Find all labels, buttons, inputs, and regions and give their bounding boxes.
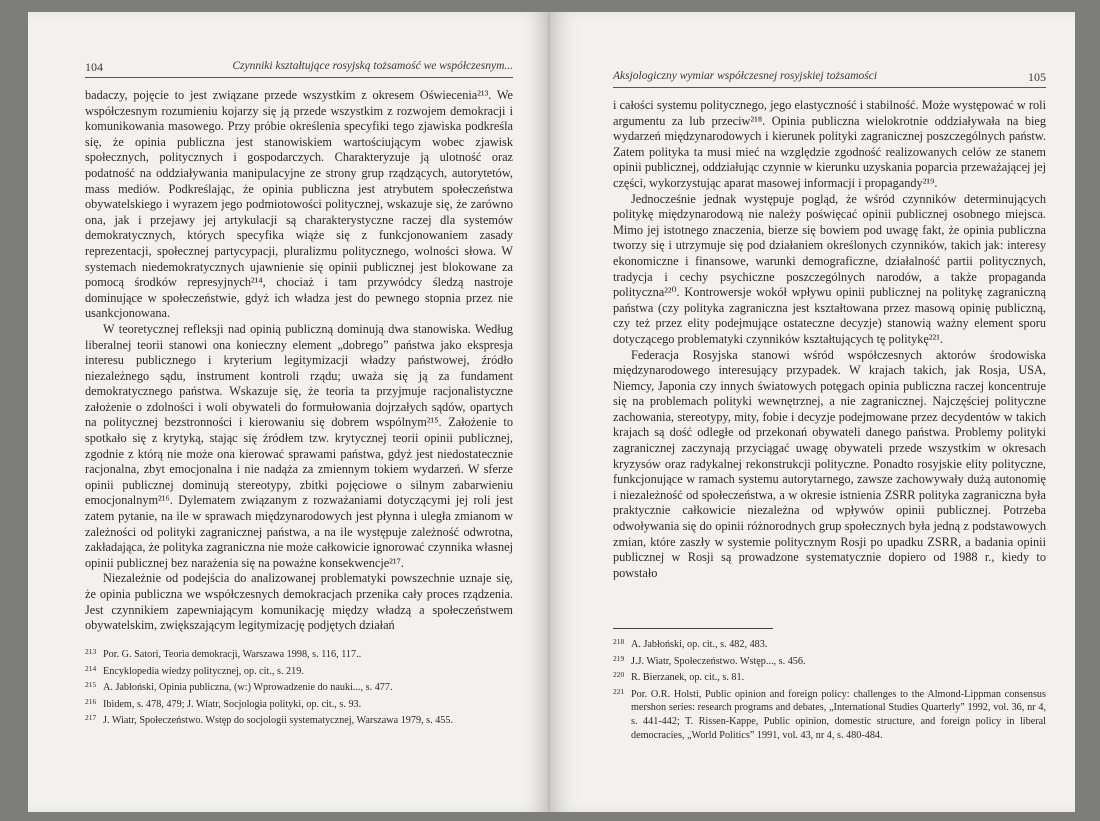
footnote-number: 214 [85, 663, 97, 673]
paragraph: W teoretycznej refleksji nad opinią publiczną dominują dwa stanowiska. Według liberalnej teorii stanowi ona konieczny element „dobrego” państwa jako ekspresja interesu publicznego i kryterium legitymizacji władzy państwowej, źródło niezależnego sądu, instrument kontroli rządu; uważa się ją za fundament demokratycznego państwa. Wskazuje się, że teoria ta przyjmuje racjonalistyczne założenie o zdolności i woli obywateli do formułowania dojrzałych sądów, opartych na politycznej bezstronności i kierowaniu się dobrem wspólnym²¹⁵. Założenie to spotkało się z krytyką, stając się źródłem tzw. krytycznej teorii opinii publicznej, zgodnie z którą nie może ona kierować sprawami państwa, gdyż jest niedostatecznie racjonalna, zbyt emocjonalna i nie nadąża za zmiennym tokiem wydarzeń. W sferze opinii publicznej dominują stereotypy, zbitki pojęciowe o silnym zabarwieniu emocjonalnym²¹⁶. Dylematem związanym z rozważaniami dotyczącymi jej roli jest zatem pytanie, na ile w sprawach międzynarodowych jest płynna i uległa zmianom w zależności od polityki zagranicznej państwa, a na ile występuje zależność odwrotna, zakładająca, że polityka zagraniczna nie może całkowicie ignorować czynnika własnej opinii publicznej bez narażenia się na poważne konsekwencje²¹⁷. [85, 321, 513, 570]
right-page [550, 12, 1075, 812]
footnote-number: 215 [85, 680, 97, 690]
paragraph: badaczy, pojęcie to jest związane przede wszystkim z okresem Oświecenia²¹³. We współczesnym rozumieniu kojarzy się ją przede wszystkim z rozwojem demokracji i komunikowania masowego. Przy próbie określenia specyfiki tego zjawiska podkreśla się, że opinia publiczna jest stanowiskiem wartościującym wobec zjawisk społecznych, politycznych i gospodarczych. Charakteryzuje ją ulotność oraz podatność na oddziaływania manipulacyjne ze strony grup rządzących, autorytetów, mass mediów. Podkreślając, że opinia publiczna jest atrybutem społeczeństwa obywatelskiego i wyrazem jego podmiotowości politycznej, wskazuje się, że zarówno ona, jak i przejawy jej artykulacji są charakterystyczne raczej dla systemów demokratycznych, których specyfika wiąże się z funkcjonowaniem zasady reprezentacji, społecznej partycypacji, pluralizmu politycznego, wolności słowa. W systemach niedemokratycznych ujawnienie się opinii publicznej jest blokowane za pomocą środków represyjnych²¹⁴, chociaż i tam przywódcy śledzą nastroje dominujące w społeczeństwie, gdyż ich władza jest do pewnego stopnia przez nie usankcjonowana. [85, 88, 513, 321]
footnote-number: 217 [85, 713, 97, 723]
footnote-number: 220 [613, 670, 625, 680]
footnote-text: J.J. Wiatr, Społeczeństwo. Wstęp..., s. 456. [631, 655, 806, 667]
right-page-header [613, 70, 1046, 88]
footnote-text: Por. O.R. Holsti, Public opinion and foreign policy: challenges to the Almond-Lippman consensus mershon series: research programs and debates, „International Studies Quarterly” 1992, vol. 36, nr 4, s. 441-442; T. Rissen-Kappe, Public opinion, domestic structure, and foreign policy in liberal democracies, „World Politics” 1991, vol. 43, nr 4, s. 480-484. [631, 688, 1046, 741]
footnote-text: A. Jabłoński, Opinia publiczna, (w:) Wprowadzenie do nauki..., s. 477. [103, 682, 393, 694]
footnote [85, 662, 513, 679]
footnote-rule [613, 628, 773, 629]
footnote [613, 635, 1046, 652]
footnote-text: R. Bierzanek, op. cit., s. 81. [631, 672, 745, 684]
footnote [85, 695, 513, 712]
footnote-text: Encyklopedia wiedzy politycznej, op. cit., s. 219. [103, 665, 304, 677]
running-title: Czynniki kształtujące rosyjską tożsamość we współczesnym... [232, 60, 513, 72]
footnote [85, 678, 513, 695]
right-footnotes [613, 628, 1046, 742]
footnote [613, 668, 1046, 685]
footnote [613, 685, 1046, 742]
paragraph: Niezależnie od podejścia do analizowanej problematyki powszechnie uznaje się, że opinia publiczna we współczesnych demokracjach przenika cały proces rządzenia. Jest czynnikiem zapewniającym komunikację między władzą a społeczeństwem obywatelskim, zwiększającym legitymizację podjętych działań [85, 571, 513, 633]
footnote [85, 711, 513, 728]
paragraph: Federacja Rosyjska stanowi wśród współczesnych aktorów środowiska międzynarodowego interesujący przypadek. W krajach takich, jak Rosja, USA, Niemcy, Japonia czy innych światowych potęgach opinia publiczna raczej koncentruje się na problemach polityki wewnętrznej, a nie zagranicznej. Najczęściej polityczne zachowania, stereotypy, mity, fobie i decyzje podejmowane przez decydentów w takich krajach są dość odległe od przekonań obywateli danego państwa. Problemy polityki zagranicznej zaczynają przyciągać uwagę obywateli przede wszystkim w okresach kryzysów oraz radykalnej rekonstrukcji polityczne. Ponadto rosyjskie elity polityczne, funkcjonujące w ramach systemu autorytarnego, zawsze zachowywały dużą autonomię i niezależność od społeczeństwa, a w okresie istnienia ZSRR polityka zagraniczna była praktycznie całkowicie niezależna od wpływów opinii publicznej. Potrzeba odwoływania się do opinii różnorodnych grup społecznych była jedną z podstawowych zmian, które zaszły w systemie politycznym Rosji po upadku ZSRR, a badania opinii publicznej w Rosji są prowadzone systematycznie dopiero od 1988 r., kiedy to powstało [613, 347, 1046, 580]
footnote-number: 218 [613, 637, 625, 646]
left-page-header [85, 60, 513, 78]
left-page-body [85, 88, 513, 634]
running-title: Aksjologiczny wymiar współczesnej rosyjskiej tożsamości [613, 70, 878, 82]
paragraph: i całości systemu politycznego, jego elastyczność i stabilność. Może występować w roli argumentu za lub przeciw²¹⁸. Opinia publiczna wielokrotnie oddziaływała na bieg wydarzeń międzynarodowych i kierunek polityki zagranicznej poszczególnych państw. Zatem polityka ta musi mieć na względzie zgodność realizowanych celów ze stanem opinii publicznej, oddziałując czynnie w kierunku uzyskania poparcia przeważającej jej części, wykorzystując aparat masowej informacji i propagandy²¹⁹. [613, 98, 1046, 190]
page-number: 105 [1028, 70, 1046, 84]
right-page-body [613, 98, 1046, 581]
footnote-number: 216 [85, 696, 97, 706]
left-footnotes [85, 645, 513, 728]
footnote-text: A. Jabłoński, op. cit., s. 482, 483. [631, 639, 768, 650]
paragraph: Jednocześnie jednak występuje pogląd, że wśród czynników determinujących politykę międzynarodową nie należy poświęcać opinii publicznej osobnego miejsca. Mimo jej istotnego znaczenia, bierze się bowiem pod uwagę fakt, że opinia publiczna tworzy się i utrzymuje się pod działaniem określonych czynników, takich jak: interesy ekonomiczne i finansowe, warunki demograficzne, działalność partii politycznych, tradycja i cechy psychiczne poszczególnych narodów, a także propaganda polityczna²²⁰. Kontrowersje wokół wpływu opinii publicznej na politykę zagraniczną państwa (czy polityka zagraniczna jest kształtowana przez masową opinię publiczną, czy też przez elity podejmujące ostateczne decyzje) stanowią ważny element sporu dotyczącego problematyki czynników kształtujących tę politykę²²¹. [613, 191, 1046, 346]
footnote-number: 219 [613, 653, 625, 663]
footnote-text: Ibidem, s. 478, 479; J. Wiatr, Socjologia polityki, op. cit., s. 93. [103, 698, 362, 710]
footnote-number: 221 [613, 686, 625, 696]
footnote [85, 645, 513, 662]
page-number: 104 [85, 60, 103, 74]
footnote [613, 652, 1046, 669]
footnote-text: J. Wiatr, Społeczeństwo. Wstęp do socjologii systematycznej, Warszawa 1979, s. 455. [103, 715, 454, 727]
footnote-text: Por. G. Satori, Teoria demokracji, Warszawa 1998, s. 116, 117.. [103, 649, 362, 660]
footnote-number: 213 [85, 647, 97, 656]
left-page [28, 12, 550, 812]
